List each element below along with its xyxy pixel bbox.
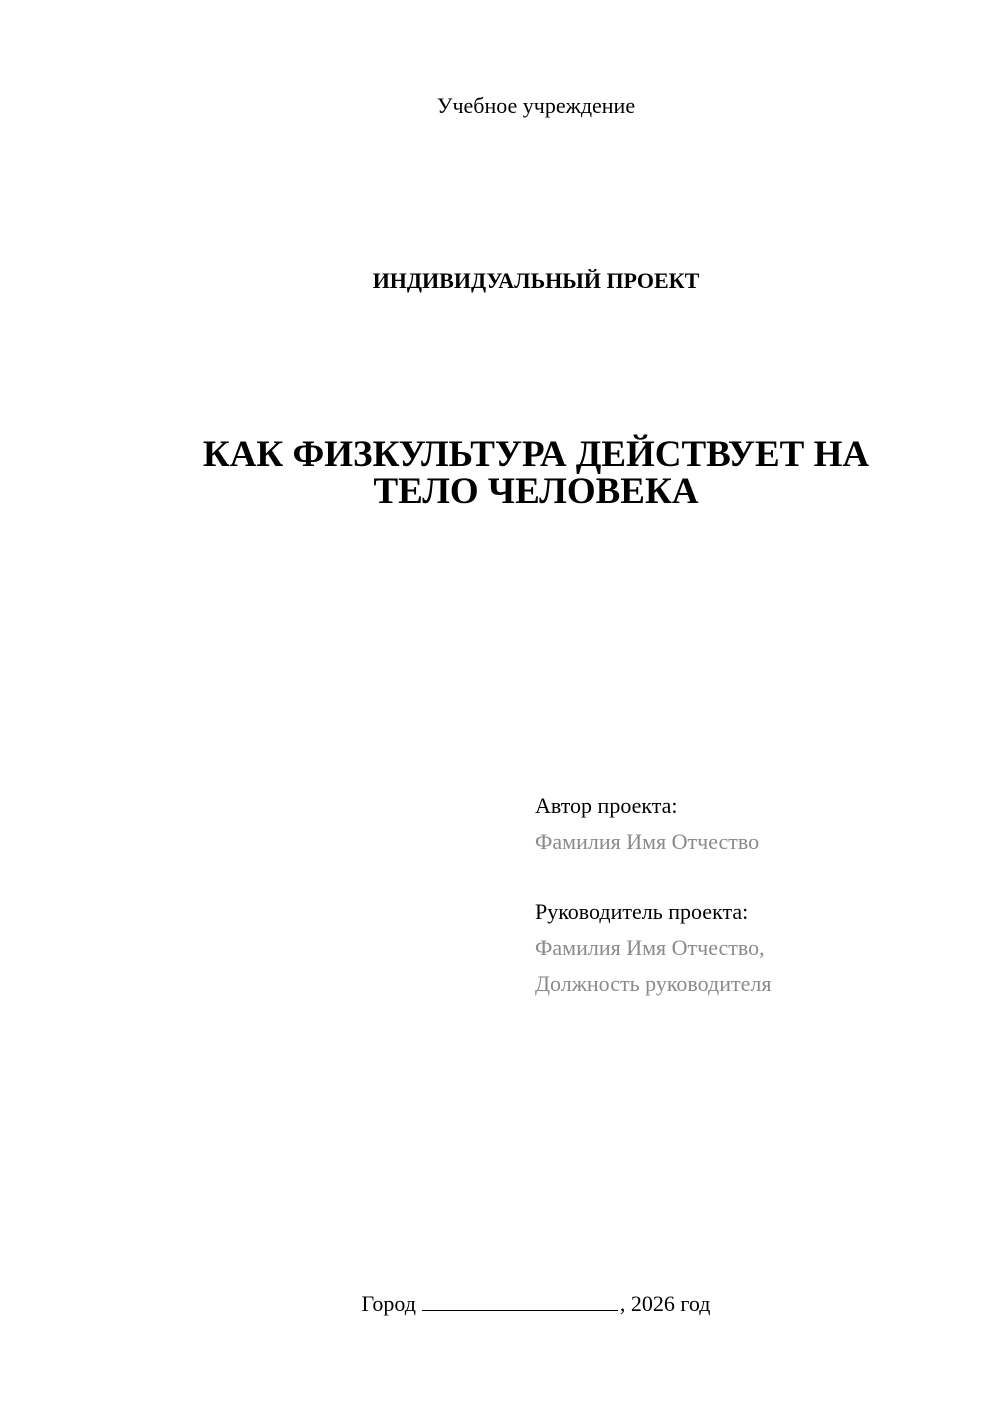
credits-block	[535, 788, 955, 1002]
author-name: Фамилия Имя Отчество	[535, 829, 760, 854]
project-type-heading: ИНДИВИДУАЛЬНЫЙ ПРОЕКТ	[372, 268, 700, 293]
supervisor-label: Руководитель проекта:	[535, 899, 749, 924]
project-title	[150, 436, 922, 510]
year-text: , 2026 год	[619, 1291, 711, 1316]
supervisor-name: Фамилия Имя Отчество,	[535, 935, 765, 960]
city-year-line	[0, 1289, 1000, 1319]
project-title-line-2: ТЕЛО ЧЕЛОВЕКА	[373, 471, 699, 512]
credits-spacer	[535, 860, 955, 894]
city-blank-line	[422, 1290, 618, 1311]
supervisor-position: Должность руководителя	[535, 971, 772, 996]
author-label: Автор проекта:	[535, 793, 678, 818]
city-label: Город	[361, 1291, 416, 1316]
institution-name: Учебное учреждение	[436, 93, 636, 118]
project-title-line-1: КАК ФИЗКУЛЬТУРА ДЕЙСТВУЕТ НА	[202, 434, 870, 475]
